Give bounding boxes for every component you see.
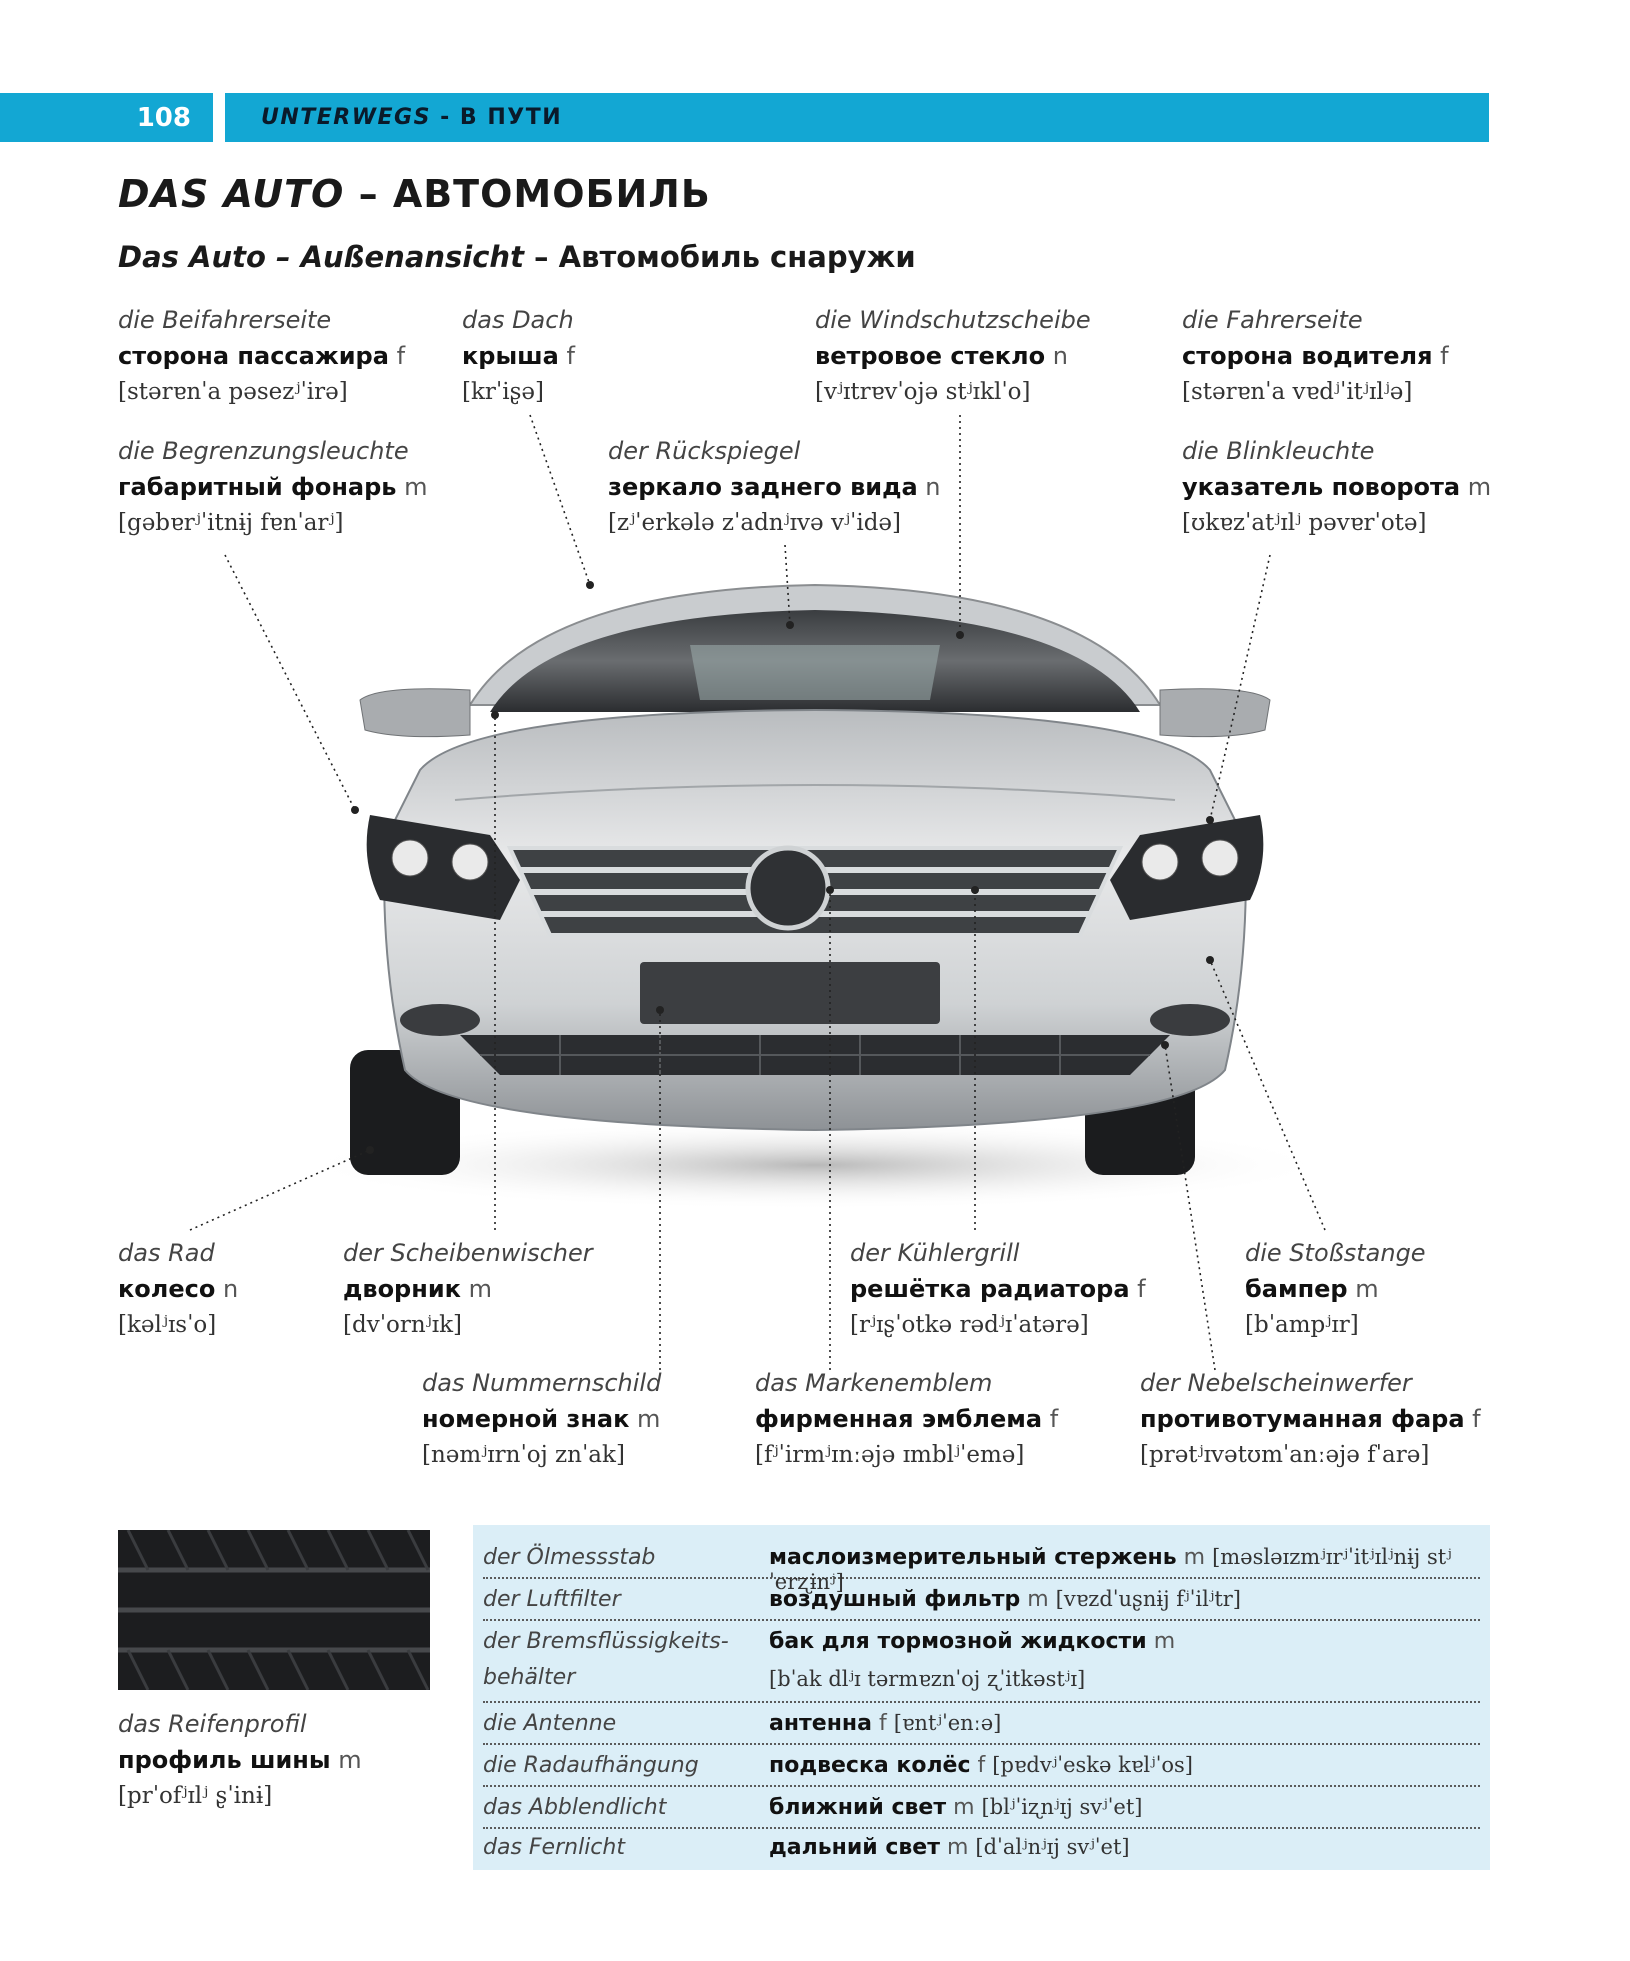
page-number: 108 [0,93,213,142]
label-transcription: [fʲˈirmʲɪnːəjə ɪmblʲˈemə] [755,1442,1025,1468]
vocab-ru-cell [769,1753,1193,1778]
tire-tread-image [118,1530,430,1690]
vocab-de: der Bremsflüssigkeits- [483,1629,729,1654]
vocab-transcription: [ɐntʲˈenːə] [893,1711,1002,1735]
vocab-row [483,1583,1480,1621]
vocab-row [483,1707,1480,1745]
license-plate [640,962,940,1024]
label-gender: f [396,342,406,370]
vocab-transcription: [dˈalʲnʲɪj svʲˈet] [975,1835,1130,1859]
label-transcription: [prətʲɪvətʊmˈanːəjə fˈarə] [1140,1442,1430,1468]
vocab-row [483,1541,1480,1594]
label-transcription: [rʲɪʂˈotkə rədʲɪˈatərə] [850,1312,1089,1338]
label-gender: f [1049,1405,1059,1433]
vocab-ru: бак для тормозной жидкости [769,1629,1147,1654]
vocab-ru-cell [769,1629,1175,1654]
section-separator: - [430,105,460,130]
label-de: das Dach [462,306,574,334]
left-fog-light [400,1004,480,1036]
label-gender: n [223,1275,239,1303]
vocabulary-table [473,1525,1490,1870]
vocab-gender: f [878,1711,887,1736]
label-de: die Beifahrerseite [118,306,332,334]
subtitle-ru: Автомобиль снаружи [558,240,916,274]
vocab-de-continued: behälter [483,1665,576,1690]
label-markenemblem [755,1365,1058,1473]
vocab-row [483,1791,1480,1829]
label-gender: f [566,342,575,370]
vocab-de: das Abblendlicht [483,1795,667,1820]
label-stossstange [1245,1235,1426,1343]
label-de: das Markenemblem [755,1369,993,1397]
vocab-de: die Radaufhängung [483,1753,699,1778]
label-rad [118,1235,238,1343]
label-transcription: [krˈiʂə] [462,379,544,405]
vocab-gender: m [1153,1629,1176,1654]
label-de: die Stoßstange [1245,1239,1426,1267]
vocab-ru: маслоизмерительный стержень [769,1545,1177,1570]
rear-window [690,645,940,700]
section-de: UNTERWEGS [261,105,431,130]
label-nummernschild [422,1365,661,1473]
label-blinkleuchte [1182,433,1491,541]
label-de: das Rad [118,1239,215,1267]
label-windschutzscheibe [815,302,1091,410]
label-de: das Reifenprofil [118,1710,307,1738]
vocab-gender: f [977,1753,986,1778]
label-gender: n [925,473,941,501]
vocab-de: das Fernlicht [483,1835,625,1860]
vocab-de: der Ölmessstab [483,1545,656,1570]
vocab-row [483,1831,1480,1867]
label-transcription: [stərɐnˈa vɐdʲˈitʲɪlʲə] [1182,379,1413,405]
label-begrenzungsleuchte [118,433,428,541]
label-fahrerseite [1182,302,1449,410]
vocab-transcription: [pɐdvʲˈeskə kɐlʲˈos] [992,1753,1193,1777]
vocab-ru: ближний свет [769,1795,947,1820]
label-gender: f [1137,1275,1146,1303]
label-gender: m [338,1746,362,1774]
label-transcription: [prˈofʲɪlʲ ʂˈinɨ] [118,1783,273,1809]
vocab-transcription: [məsləɪzmʲɪrʲˈitʲɪlʲnɨj stʲˈerʐɨnʲ] [769,1545,1452,1594]
label-transcription: [gəbɐrʲˈitnɨj fɐnˈarʲ] [118,510,344,536]
left-headlight-lens-1 [392,840,428,876]
right-mirror [1160,689,1270,737]
vocab-ru: подвеска колёс [769,1753,971,1778]
label-transcription: [zʲˈerkələ zˈadnʲɪvə vʲˈidə] [608,510,902,536]
label-gender: m [637,1405,661,1433]
label-transcription: [nəmʲɪrnˈoj znˈak] [422,1442,625,1468]
title-sep: – [344,172,393,216]
label-ru: номерной знак [422,1405,630,1433]
label-de: der Kühlergrill [850,1239,1020,1267]
vocab-row [483,1749,1480,1787]
label-gender: n [1052,342,1068,370]
leader-dach [530,415,590,585]
label-rueckspiegel [608,433,941,541]
vocab-gender: m [946,1835,969,1860]
label-transcription: [bˈampʲɪr] [1245,1312,1359,1338]
vocab-gender: m [953,1795,975,1820]
right-headlight-lens-2 [1142,844,1178,880]
label-gender: f [1440,342,1449,370]
label-de: der Nebelscheinwerfer [1140,1369,1412,1397]
label-nebelscheinwerfer [1140,1365,1481,1473]
vocab-gender: m [1027,1587,1049,1612]
label-transcription: [vʲɪtrɐvˈojə stʲɪklˈo] [815,379,1031,405]
left-mirror [360,689,470,737]
title-ru: АВТОМОБИЛЬ [392,172,711,216]
label-ru: бампер [1245,1275,1348,1303]
label-reifenprofil [118,1706,362,1814]
vocab-ru: воздушный фильтр [769,1587,1021,1612]
label-gender: f [1472,1405,1481,1433]
vocab-de: die Antenne [483,1711,617,1736]
label-ru: сторона пассажира [118,342,389,370]
vocab-ru-cell [769,1835,1130,1860]
label-ru: габаритный фонарь [118,473,397,501]
label-de: der Scheibenwischer [343,1239,593,1267]
label-dach [462,302,575,410]
brand-emblem [748,848,828,928]
label-transcription: [ʊkɐzˈatʲɪlʲ pəvɐrˈotə] [1182,510,1427,536]
vocab-ru-cell [769,1587,1241,1612]
label-ru: крыша [462,342,559,370]
label-transcription: [kəlʲɪsˈo] [118,1312,217,1338]
label-ru: решётка радиатора [850,1275,1130,1303]
label-ru: ветровое стекло [815,342,1046,370]
vocab-gender: m [1183,1545,1206,1570]
vocab-row [483,1625,1480,1703]
label-ru: указатель поворота [1182,473,1461,501]
label-beifahrerseite [118,302,405,410]
vocab-transcription: [bˈak dlʲɪ tərmɐznˈoj ʐˈitkəstʲɪ] [769,1667,1086,1691]
label-de: das Nummernschild [422,1369,662,1397]
leader-blinkleuchte [1210,555,1270,820]
label-gender: m [1467,473,1492,501]
label-de: die Windschutzscheibe [815,306,1091,334]
vocab-ru: дальний свет [769,1835,940,1860]
vocab-transcription: [blʲˈiʐnʲɪj svʲˈet] [981,1795,1143,1819]
label-de: die Blinkleuchte [1182,437,1375,465]
label-ru: фирменная эмблема [755,1405,1043,1433]
vocab-tr-cell [769,1667,1085,1692]
label-transcription: [stərɐnˈa pəsezʲˈirə] [118,379,348,405]
label-ru: профиль шины [118,1746,331,1774]
label-ru: противотуманная фара [1140,1405,1465,1433]
left-headlight-lens-2 [452,844,488,880]
title-de: DAS AUTO [118,172,345,216]
label-ru: дворник [343,1275,461,1303]
vocab-de: der Luftfilter [483,1587,621,1612]
section-ru: В ПУТИ [459,105,563,130]
label-gender: m [1355,1275,1379,1303]
label-gender: m [404,473,428,501]
label-kuehlergrill [850,1235,1146,1343]
label-gender: m [468,1275,492,1303]
vocab-ru: антенна [769,1711,872,1736]
label-ru: зеркало заднего вида [608,473,918,501]
right-headlight-lens-1 [1202,840,1238,876]
vocab-transcription: [vɐzdˈuʂnɨj fʲˈilʲtr] [1055,1587,1242,1611]
label-transcription: [dvˈornʲɪk] [343,1312,463,1338]
label-ru: колесо [118,1275,216,1303]
label-scheibenwischer [343,1235,593,1343]
subtitle-de: Das Auto – Außenansicht [118,240,524,274]
label-de: die Begrenzungsleuchte [118,437,409,465]
label-de: die Fahrerseite [1182,306,1363,334]
vocab-ru-cell [769,1795,1142,1820]
right-fog-light [1150,1004,1230,1036]
label-de: der Rückspiegel [608,437,801,465]
label-ru: сторона водителя [1182,342,1433,370]
subtitle-sep: – [523,240,559,274]
vocab-ru-cell [769,1711,1001,1736]
leader-begrenzungsleuchte [225,555,355,810]
